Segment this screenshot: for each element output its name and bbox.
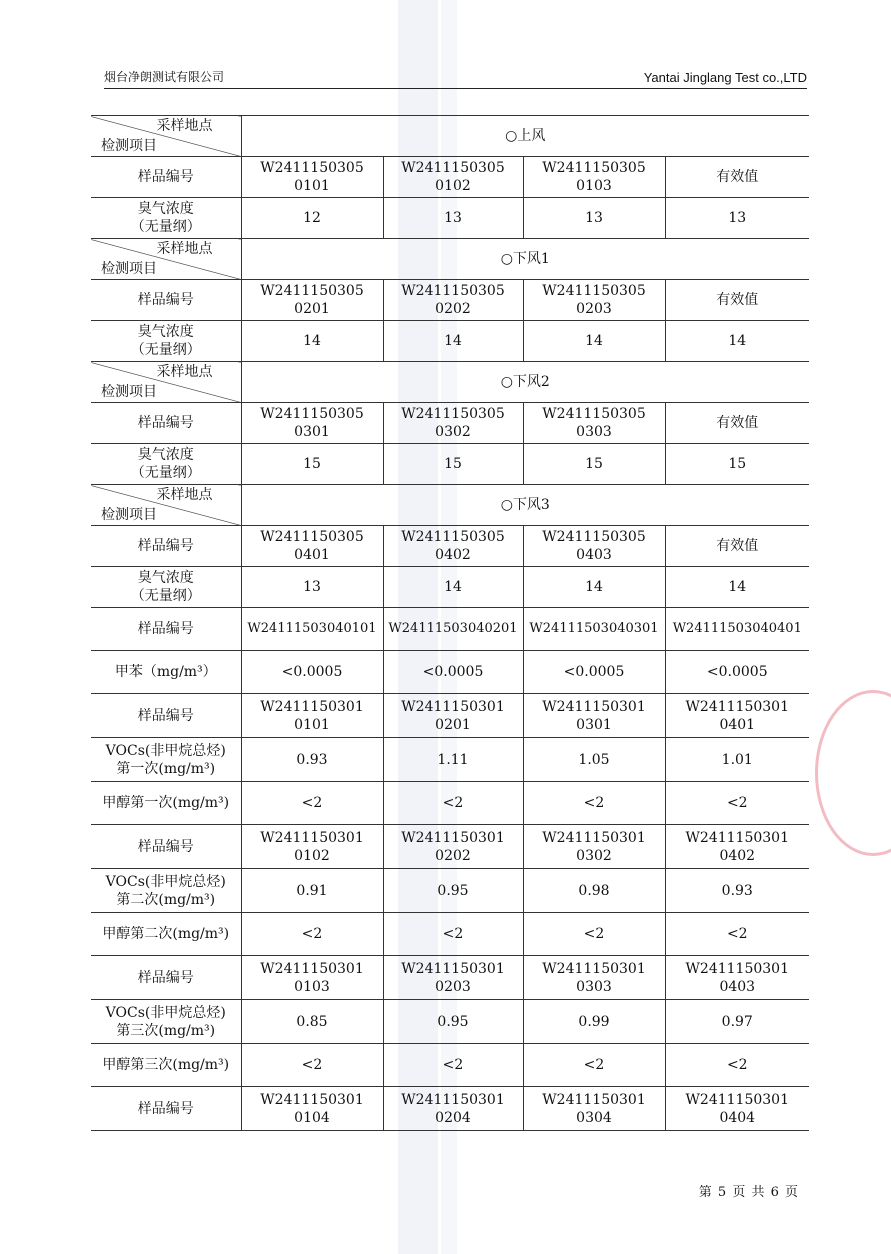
sample-id-cell: W2411150301 0301 <box>523 694 665 738</box>
odor-value-cell: 14 <box>665 567 809 608</box>
sample-id-cell: W2411150305 0301 <box>241 403 383 444</box>
toluene-value-cell: <0.0005 <box>241 651 383 694</box>
toluene-value-cell: <0.0005 <box>665 651 809 694</box>
sample-id-cell: W2411150301 0202 <box>383 825 523 869</box>
odor-value-cell: 14 <box>383 321 523 362</box>
methanol-value-cell: <2 <box>523 1044 665 1087</box>
vocs-row <box>91 738 809 782</box>
row-label-odor <box>91 444 241 485</box>
toluene-value-cell: <0.0005 <box>523 651 665 694</box>
sample-id-cell: W2411150305 0103 <box>523 157 665 198</box>
sample-id-cell: W2411150301 0102 <box>241 825 383 869</box>
odor-value-cell: 15 <box>665 444 809 485</box>
sampling-site-name: ○下风2 <box>241 362 809 403</box>
company-name-cn: 烟台净朗测试有限公司 <box>104 70 225 84</box>
methanol-value-cell: <2 <box>383 913 523 956</box>
sample-id-cell: W2411150301 0402 <box>665 825 809 869</box>
sample-id-cell: W2411150305 0202 <box>383 280 523 321</box>
methanol-row <box>91 1044 809 1087</box>
sample-id-cell: W2411150305 0401 <box>241 526 383 567</box>
sample-id-cell: W2411150305 0302 <box>383 403 523 444</box>
sample-id-row <box>91 157 809 198</box>
sampling-site-label: 采样地点 <box>156 241 213 257</box>
methanol-row <box>91 782 809 825</box>
sample-id-row <box>91 280 809 321</box>
row-label-odor <box>91 321 241 362</box>
row-label-sample-id: 样品编号 <box>91 526 241 567</box>
sample-id-cell: W2411150301 0201 <box>383 694 523 738</box>
sample-id-cell: W24111503040101 <box>241 608 383 651</box>
sample-id-cell: W2411150305 0102 <box>383 157 523 198</box>
test-results-table <box>91 115 809 1131</box>
sampling-site-name: ○下风3 <box>241 485 809 526</box>
page-number: 第 5 页 共 6 页 <box>698 1185 799 1200</box>
row-label-sample-id: 样品编号 <box>91 157 241 198</box>
row-label-odor <box>91 198 241 239</box>
odor-value-cell: 14 <box>383 567 523 608</box>
diagonal-header-cell <box>91 116 241 157</box>
company-name-en: Yantai Jinglang Test co.,LTD <box>643 70 807 85</box>
methanol-value-cell: <2 <box>241 913 383 956</box>
label-line: 臭气浓度 <box>137 447 194 463</box>
odor-value-cell: 15 <box>383 444 523 485</box>
toluene-value-cell: <0.0005 <box>383 651 523 694</box>
row-label-vocs: VOCs(非甲烷总烃) 第三次(mg/m³) <box>91 1000 241 1044</box>
methanol-value-cell: <2 <box>241 1044 383 1087</box>
test-item-label: 检测项目 <box>101 138 157 154</box>
sample-id-cell: W2411150305 0403 <box>523 526 665 567</box>
row-label-odor <box>91 567 241 608</box>
sample-id-cell: W2411150301 0404 <box>665 1087 809 1131</box>
test-item-label: 检测项目 <box>101 384 157 400</box>
odor-concentration-row <box>91 444 809 485</box>
sample-id-row <box>91 694 809 738</box>
methanol-value-cell: <2 <box>383 782 523 825</box>
odor-value-cell: 12 <box>241 198 383 239</box>
label-line: （无量纲） <box>130 219 201 235</box>
sample-id-cell: W24111503040401 <box>665 608 809 651</box>
site-header-row <box>91 116 809 157</box>
row-label-methanol: 甲醇第一次(mg/m³) <box>91 782 241 825</box>
sampling-site-label: 采样地点 <box>156 487 213 503</box>
methanol-value-cell: <2 <box>665 782 809 825</box>
red-seal-stamp <box>815 690 891 856</box>
site-header-row <box>91 485 809 526</box>
test-item-label: 检测项目 <box>101 261 157 277</box>
odor-value-cell: 13 <box>523 198 665 239</box>
label-line: （无量纲） <box>130 342 201 358</box>
sampling-site-name: ○上风 <box>241 116 809 157</box>
odor-concentration-row <box>91 321 809 362</box>
odor-concentration-row <box>91 198 809 239</box>
sample-id-cell: W24111503040301 <box>523 608 665 651</box>
valid-value-header: 有效值 <box>665 403 809 444</box>
vocs-value-cell: 0.95 <box>383 1000 523 1044</box>
vocs-row <box>91 869 809 913</box>
sampling-site-name: ○下风1 <box>241 239 809 280</box>
sample-id-cell: W2411150301 0101 <box>241 694 383 738</box>
sample-id-row <box>91 1087 809 1131</box>
sample-id-cell: W24111503040201 <box>383 608 523 651</box>
row-label-methanol: 甲醇第三次(mg/m³) <box>91 1044 241 1087</box>
row-label-vocs: VOCs(非甲烷总烃) 第一次(mg/m³) <box>91 738 241 782</box>
row-label-sample-id: 样品编号 <box>91 280 241 321</box>
methanol-row <box>91 913 809 956</box>
sample-id-cell: W2411150301 0303 <box>523 956 665 1000</box>
vocs-value-cell: 0.97 <box>665 1000 809 1044</box>
vocs-value-cell: 0.99 <box>523 1000 665 1044</box>
methanol-value-cell: <2 <box>665 913 809 956</box>
row-label-sample-id: 样品编号 <box>91 694 241 738</box>
site-header-row <box>91 239 809 280</box>
row-label-vocs: VOCs(非甲烷总烃) 第二次(mg/m³) <box>91 869 241 913</box>
diagonal-header-cell <box>91 485 241 526</box>
row-label-toluene: 甲苯（mg/m³） <box>91 651 241 694</box>
vocs-value-cell: 1.01 <box>665 738 809 782</box>
valid-value-header: 有效值 <box>665 280 809 321</box>
odor-value-cell: 14 <box>241 321 383 362</box>
methanol-value-cell: <2 <box>523 782 665 825</box>
odor-value-cell: 15 <box>241 444 383 485</box>
sample-id-row <box>91 608 809 651</box>
vocs-value-cell: 0.91 <box>241 869 383 913</box>
row-label-sample-id: 样品编号 <box>91 956 241 1000</box>
odor-value-cell: 13 <box>383 198 523 239</box>
vocs-value-cell: 0.93 <box>241 738 383 782</box>
sample-id-cell: W2411150305 0203 <box>523 280 665 321</box>
methanol-value-cell: <2 <box>241 782 383 825</box>
vocs-row <box>91 1000 809 1044</box>
row-label-sample-id: 样品编号 <box>91 825 241 869</box>
sample-id-cell: W2411150301 0304 <box>523 1087 665 1131</box>
methanol-value-cell: <2 <box>665 1044 809 1087</box>
vocs-value-cell: 1.05 <box>523 738 665 782</box>
label-line: 臭气浓度 <box>137 201 194 217</box>
site-header-row <box>91 362 809 403</box>
label-line: （无量纲） <box>130 465 201 481</box>
vocs-value-cell: 0.85 <box>241 1000 383 1044</box>
vocs-value-cell: 0.98 <box>523 869 665 913</box>
odor-value-cell: 14 <box>523 567 665 608</box>
test-item-label: 检测项目 <box>101 507 157 523</box>
row-label-methanol: 甲醇第二次(mg/m³) <box>91 913 241 956</box>
valid-value-header: 有效值 <box>665 157 809 198</box>
label-line: 臭气浓度 <box>137 570 194 586</box>
label-line: （无量纲） <box>130 588 201 604</box>
row-label-sample-id: 样品编号 <box>91 1087 241 1131</box>
row-label-sample-id: 样品编号 <box>91 403 241 444</box>
sample-id-row <box>91 825 809 869</box>
odor-value-cell: 15 <box>523 444 665 485</box>
sample-id-cell: W2411150301 0401 <box>665 694 809 738</box>
odor-value-cell: 14 <box>665 321 809 362</box>
sample-id-row <box>91 526 809 567</box>
sample-id-cell: W2411150301 0203 <box>383 956 523 1000</box>
sample-id-cell: W2411150301 0204 <box>383 1087 523 1131</box>
vocs-value-cell: 0.95 <box>383 869 523 913</box>
valid-value-header: 有效值 <box>665 526 809 567</box>
diagonal-header-cell <box>91 362 241 403</box>
sample-id-cell: W2411150305 0303 <box>523 403 665 444</box>
vocs-value-cell: 0.93 <box>665 869 809 913</box>
label-line: 臭气浓度 <box>137 324 194 340</box>
page-header <box>104 66 807 89</box>
sample-id-cell: W2411150305 0101 <box>241 157 383 198</box>
odor-value-cell: 14 <box>523 321 665 362</box>
odor-value-cell: 13 <box>665 198 809 239</box>
odor-concentration-row <box>91 567 809 608</box>
sample-id-cell: W2411150301 0403 <box>665 956 809 1000</box>
toluene-row <box>91 651 809 694</box>
methanol-value-cell: <2 <box>383 1044 523 1087</box>
methanol-value-cell: <2 <box>523 913 665 956</box>
diagonal-header-cell <box>91 239 241 280</box>
sample-id-cell: W2411150305 0201 <box>241 280 383 321</box>
sample-id-cell: W2411150305 0402 <box>383 526 523 567</box>
sample-id-cell: W2411150301 0302 <box>523 825 665 869</box>
sample-id-cell: W2411150301 0104 <box>241 1087 383 1131</box>
sample-id-cell: W2411150301 0103 <box>241 956 383 1000</box>
vocs-value-cell: 1.11 <box>383 738 523 782</box>
sampling-site-label: 采样地点 <box>156 364 213 380</box>
sampling-site-label: 采样地点 <box>156 118 213 134</box>
sample-id-row <box>91 403 809 444</box>
sample-id-row <box>91 956 809 1000</box>
odor-value-cell: 13 <box>241 567 383 608</box>
row-label-sample-id: 样品编号 <box>91 608 241 651</box>
